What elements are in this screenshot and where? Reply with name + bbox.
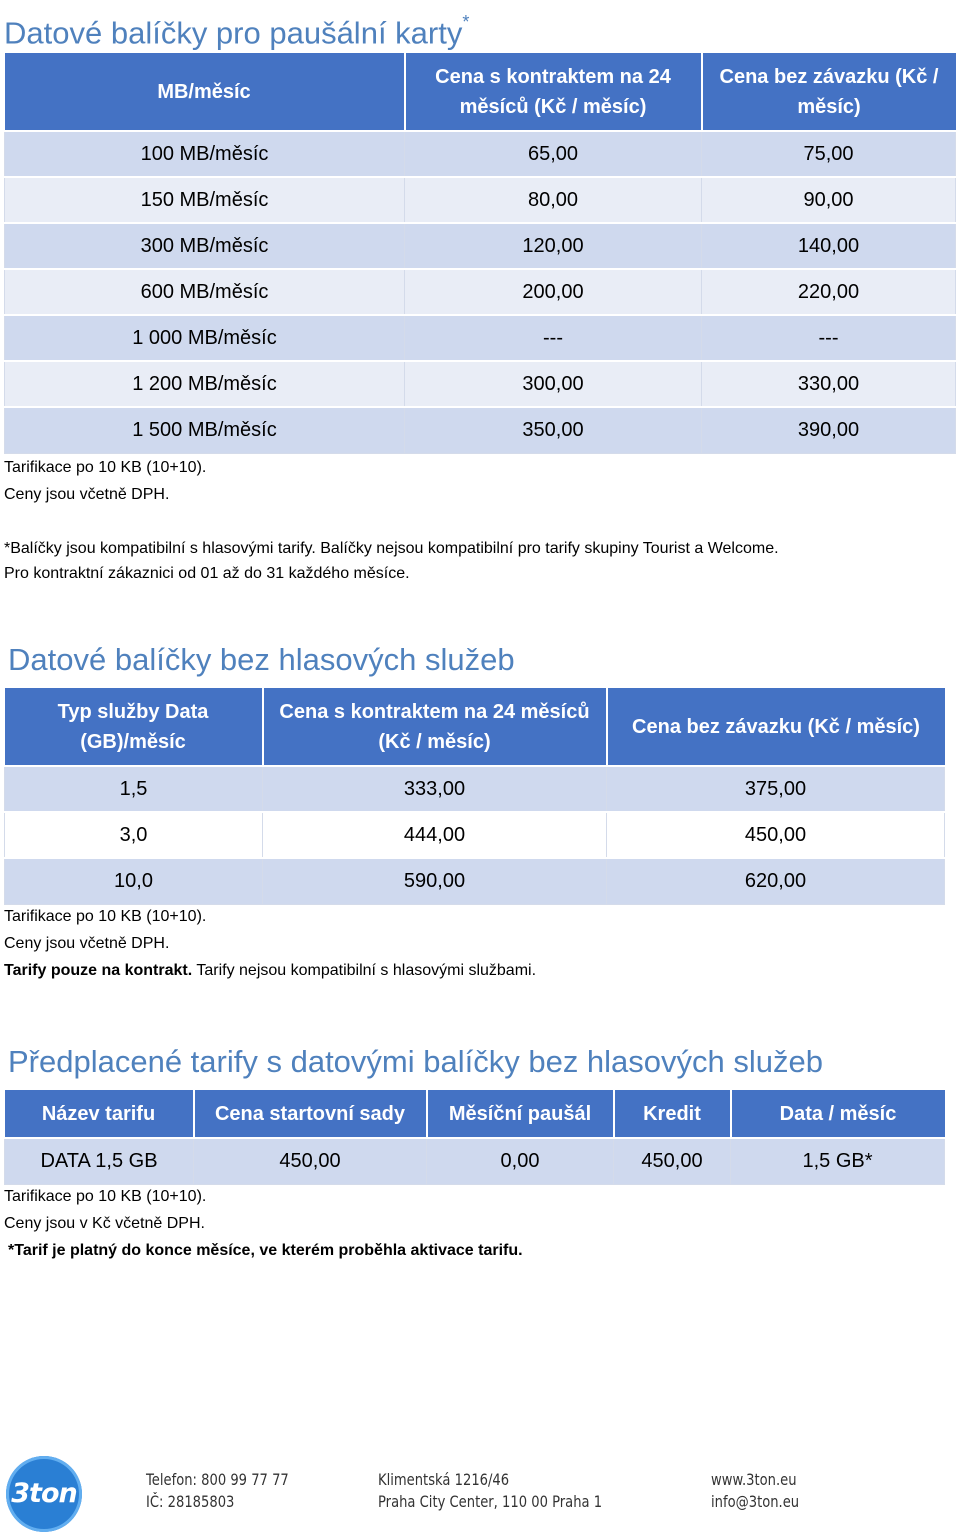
vat-note: Ceny jsou včetně DPH. — [4, 935, 170, 952]
table-row — [5, 131, 956, 177]
footer-web[interactable]: www.3ton.eu — [711, 1470, 797, 1489]
validity-note — [8, 1237, 523, 1264]
cell: 1,5 — [5, 766, 263, 812]
validity-note-text: *Tarif je platný do konce měsíce, ve kterém proběhla aktivace tarifu. — [8, 1242, 523, 1259]
cell: 100 MB/měsíc — [5, 131, 405, 177]
table-row — [5, 812, 945, 858]
tariff-note: Tarifikace po 10 KB (10+10). — [4, 1188, 207, 1205]
cell: 1 200 MB/měsíc — [5, 361, 405, 407]
3ton-logo — [6, 1456, 82, 1532]
compatibility-footnote: *Balíčky jsou kompatibilní s hlasovými tarify. Balíčky nejsou kompatibilní pro tarify skupiny Tourist a Welcome. — [4, 540, 779, 557]
vat-note: Ceny jsou včetně DPH. — [4, 486, 170, 503]
cell: 450,00 — [194, 1138, 427, 1184]
cell: 350,00 — [405, 407, 702, 453]
cell: DATA 1,5 GB — [5, 1138, 194, 1184]
col-header: Cena s kontraktem na 24 měsíců (Kč / měsíc) — [263, 688, 607, 766]
cell: 140,00 — [702, 223, 956, 269]
cell: 75,00 — [702, 131, 956, 177]
table-row — [5, 766, 945, 812]
title-asterisk: * — [462, 12, 470, 32]
contract-footnote: Pro kontraktní zákaznici od 01 až do 31 každého měsíce. — [4, 565, 410, 582]
col-header: Cena bez závazku (Kč / měsíc) — [607, 688, 945, 766]
table-row — [5, 223, 956, 269]
cell: 90,00 — [702, 177, 956, 223]
table-row — [5, 361, 956, 407]
cell: 200,00 — [405, 269, 702, 315]
cell: 300,00 — [405, 361, 702, 407]
table-row — [5, 269, 956, 315]
cell: 65,00 — [405, 131, 702, 177]
cell: 300 MB/měsíc — [5, 223, 405, 269]
table-row — [5, 1138, 945, 1184]
prepaid-table — [4, 1090, 945, 1185]
cell: --- — [702, 315, 956, 361]
section2-title: Datové balíčky bez hlasových služeb — [8, 642, 515, 677]
cell: 444,00 — [263, 812, 607, 858]
cell: 330,00 — [702, 361, 956, 407]
footer-city: Praha City Center, 110 00 Praha 1 — [378, 1492, 603, 1511]
tariff-note: Tarifikace po 10 KB (10+10). — [4, 459, 207, 476]
cell: 150 MB/měsíc — [5, 177, 405, 223]
col-header: Název tarifu — [5, 1090, 194, 1138]
cell: 450,00 — [607, 812, 945, 858]
col-header: Cena s kontraktem na 24 měsíců (Kč / měsíc) — [405, 53, 702, 131]
col-header: Cena startovní sady — [194, 1090, 427, 1138]
table-row — [5, 858, 945, 904]
section1-title — [4, 8, 469, 51]
cell: 333,00 — [263, 766, 607, 812]
cell: 450,00 — [614, 1138, 731, 1184]
contract-only-bold: Tarify pouze na kontrakt. — [4, 962, 193, 979]
vat-note: Ceny jsou v Kč včetně DPH. — [4, 1215, 205, 1232]
table-row — [5, 177, 956, 223]
cell: 0,00 — [427, 1138, 614, 1184]
col-header: Data / měsíc — [731, 1090, 945, 1138]
cell: 10,0 — [5, 858, 263, 904]
col-header: MB/měsíc — [5, 53, 405, 131]
cell: 120,00 — [405, 223, 702, 269]
table-row — [5, 315, 956, 361]
cell: 1,5 GB* — [731, 1138, 945, 1184]
cell: 3,0 — [5, 812, 263, 858]
contract-only-rest: Tarify nejsou kompatibilní s hlasovými službami. — [192, 962, 537, 979]
cell: 375,00 — [607, 766, 945, 812]
cell: 600 MB/měsíc — [5, 269, 405, 315]
cell: 1 500 MB/měsíc — [5, 407, 405, 453]
logo-text: 3ton — [11, 1478, 77, 1509]
footer-street: Klimentská 1216/46 — [378, 1470, 510, 1489]
col-header: Měsíční paušál — [427, 1090, 614, 1138]
cell: 1 000 MB/měsíc — [5, 315, 405, 361]
footer-ic: IČ: 28185803 — [146, 1492, 235, 1511]
cell: 590,00 — [263, 858, 607, 904]
cell: 390,00 — [702, 407, 956, 453]
cell: 80,00 — [405, 177, 702, 223]
cell: --- — [405, 315, 702, 361]
table-header-row — [5, 1090, 945, 1138]
cell: 220,00 — [702, 269, 956, 315]
table-header-row — [5, 53, 956, 131]
section1-title-text: Datové balíčky pro paušální karty — [4, 15, 463, 51]
table-header-row — [5, 688, 945, 766]
table-row — [5, 407, 956, 453]
tariff-note: Tarifikace po 10 KB (10+10). — [4, 908, 207, 925]
col-header: Kredit — [614, 1090, 731, 1138]
section3-title: Předplacené tarify s datovými balíčky bez hlasových služeb — [8, 1044, 824, 1079]
data-only-table — [4, 688, 945, 905]
footer-phone: Telefon: 800 99 77 77 — [146, 1470, 289, 1489]
cell: 620,00 — [607, 858, 945, 904]
footer-email[interactable]: info@3ton.eu — [711, 1492, 800, 1511]
contract-only-note — [4, 957, 536, 984]
col-header: Typ služby Data (GB)/měsíc — [5, 688, 263, 766]
col-header: Cena bez závazku (Kč / měsíc) — [702, 53, 956, 131]
mb-packages-table — [4, 53, 956, 454]
